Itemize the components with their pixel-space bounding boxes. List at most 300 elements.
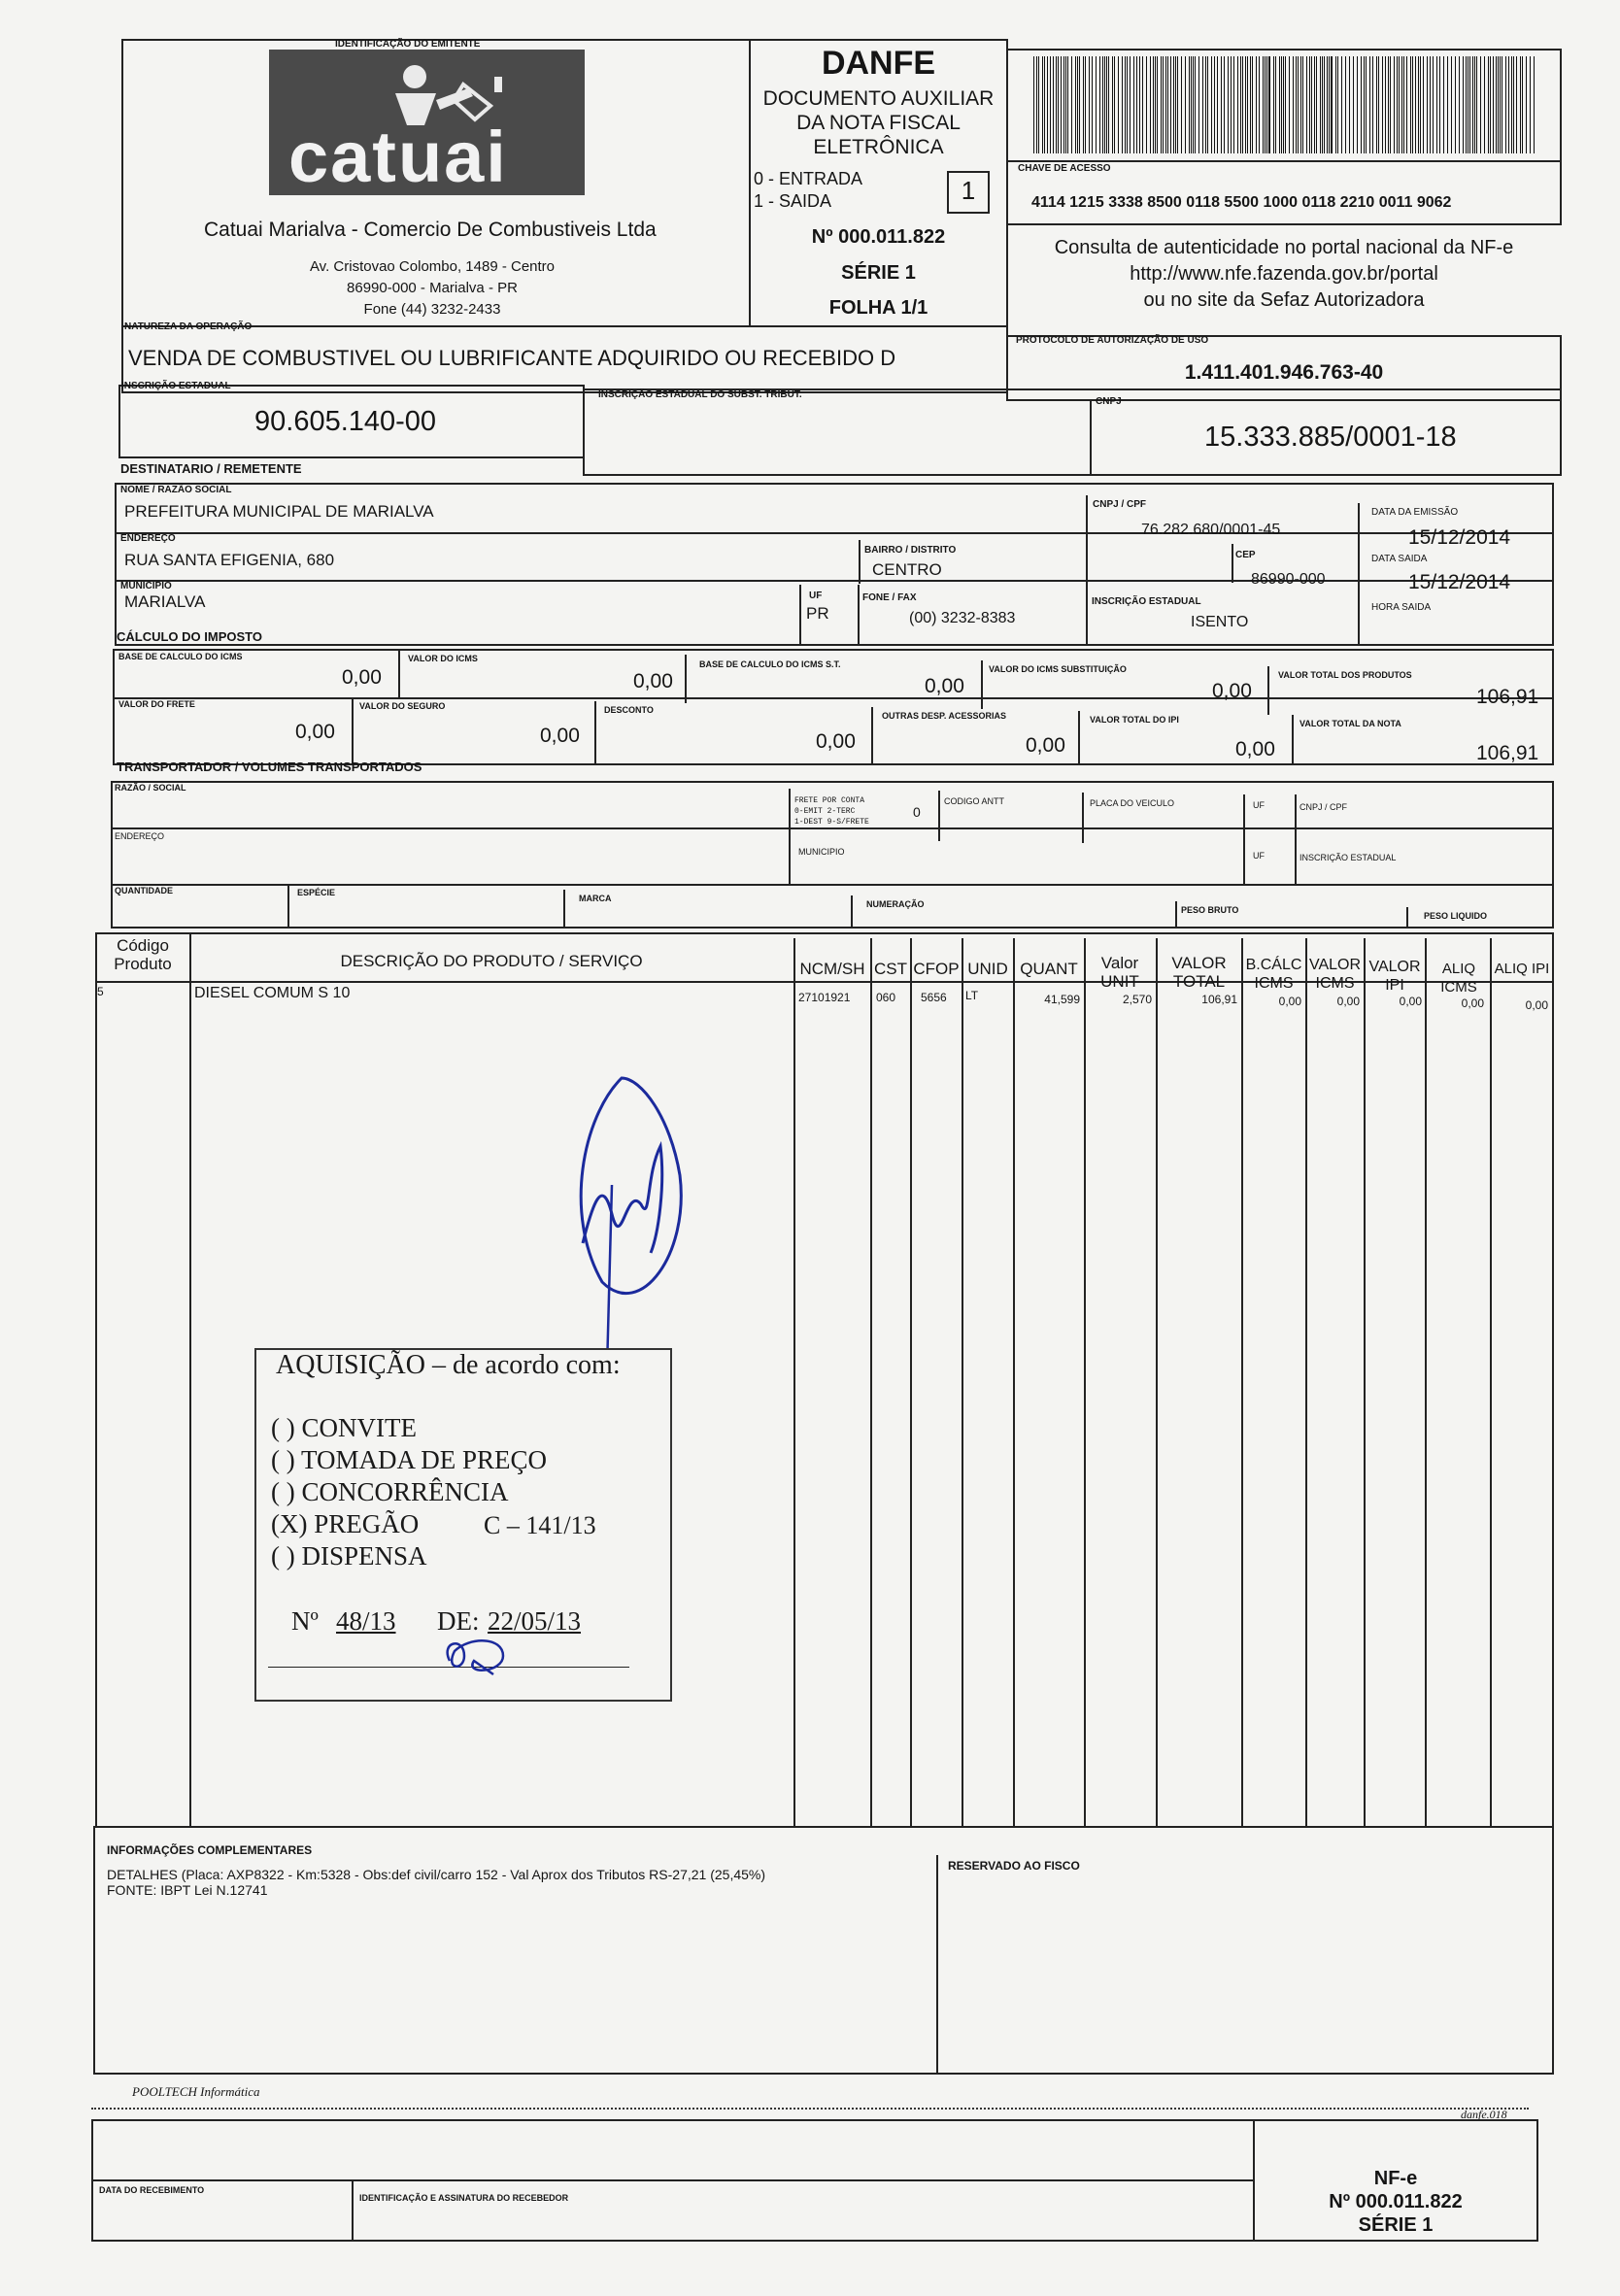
fisco-label: RESERVADO AO FISCO — [948, 1859, 1080, 1873]
barcode-bar — [1433, 56, 1434, 153]
logo-text: catuai — [288, 117, 508, 197]
barcode-bar — [1130, 56, 1131, 153]
barcode-bar — [1493, 56, 1494, 153]
barcode-bar — [1155, 56, 1156, 153]
natureza-label: NATUREZA DA OPERAÇÃO — [124, 321, 253, 332]
dest-nome: PREFEITURA MUNICIPAL DE MARIALVA — [124, 502, 434, 521]
barcode-bar — [1401, 56, 1402, 153]
consulta-3: ou no site da Sefaz Autorizadora — [1143, 289, 1425, 311]
imposto-row-div — [113, 697, 1554, 699]
barcode-bar — [1242, 56, 1243, 153]
base-st: 0,00 — [925, 675, 964, 697]
barcode-bar — [1125, 56, 1126, 153]
barcode-bar — [1061, 56, 1062, 153]
stamp-title: AQUISIÇÃO – de acordo com: — [276, 1350, 621, 1380]
barcode-bar — [1298, 56, 1299, 153]
emitente-name: Catuai Marialva - Comercio De Combustiveis Ltda — [204, 219, 657, 241]
th-valor-ipi: VALOR IPI — [1368, 959, 1421, 994]
informacoes-line-2: FONTE: IBPT Lei N.12741 — [107, 1882, 268, 1898]
barcode-bar — [1436, 56, 1437, 153]
barcode-bar — [1191, 56, 1192, 153]
dest-ie-label: INSCRIÇÃO ESTADUAL — [1092, 596, 1201, 607]
trans-numeracao-label: NUMERAÇÃO — [866, 899, 925, 909]
barcode-bar — [1259, 56, 1260, 153]
barcode-bar — [1273, 56, 1274, 153]
barcode-bar — [1150, 56, 1151, 153]
imp-col-6 — [594, 701, 596, 765]
barcode-bar — [1161, 56, 1162, 153]
dest-col-bairro — [859, 540, 861, 584]
barcode-bar — [1410, 56, 1411, 153]
handwritten-signature — [544, 1059, 738, 1350]
th-aliq-ipi: ALIQ IPI — [1494, 961, 1550, 977]
row-ncm: 27101921 — [798, 991, 851, 1004]
imp-col-3 — [981, 660, 983, 709]
barcode-bar — [1357, 56, 1358, 153]
barcode-bar — [1430, 56, 1431, 153]
barcode-bar — [1104, 56, 1105, 153]
dest-cnpj: 76.282.680/0001-45 — [1141, 522, 1281, 538]
trans-col-cnpj — [1295, 794, 1297, 884]
imp-col-1 — [398, 649, 400, 697]
footer-serie: SÉRIE 1 — [1358, 2214, 1434, 2236]
seguro-label: VALOR DO SEGURO — [359, 701, 446, 711]
trans-placa-label: PLACA DO VEICULO — [1090, 798, 1175, 808]
barcode-bar — [1085, 56, 1086, 153]
barcode-bar — [1195, 56, 1196, 153]
barcode-bar — [1300, 56, 1301, 153]
barcode-bar — [1077, 56, 1078, 153]
natureza-value: VENDA DE COMBUSTIVEL OU LUBRIFICANTE ADQUIRIDO OU RECEBIDO D — [128, 346, 896, 370]
barcode-bar — [1331, 56, 1333, 153]
emitente-address: Av. Cristovao Colombo, 1489 - Centro — [309, 258, 556, 275]
barcode-bar — [1063, 56, 1064, 153]
imp-col-9 — [1292, 715, 1294, 765]
barcode-bar — [1033, 56, 1034, 153]
barcode-bar — [1233, 56, 1234, 153]
barcode-bar — [1476, 56, 1477, 153]
dest-bairro: CENTRO — [872, 560, 942, 579]
row-unid: LT — [965, 989, 979, 1002]
th-unid: UNID — [967, 960, 1008, 978]
protocolo-value: 1.411.401.946.763-40 — [1184, 361, 1384, 384]
barcode-bar — [1237, 56, 1238, 153]
trans-endereco-label: ENDEREÇO — [115, 831, 165, 841]
stamp-data-prefix: DE: — [437, 1606, 480, 1636]
row-aliq-ipi: 0,00 — [1525, 998, 1548, 1012]
barcode-bar — [1520, 56, 1521, 153]
barcode-bar — [1108, 56, 1109, 153]
barcode-bar — [1250, 56, 1251, 153]
barcode-bar — [1189, 56, 1190, 153]
emitente-phone: Fone (44) 3232-2433 — [363, 301, 501, 318]
stamp-numero-prefix: Nº — [291, 1606, 319, 1636]
row-cst: 060 — [876, 991, 896, 1004]
barcode-bar — [1415, 56, 1416, 153]
barcode-bar — [1322, 56, 1323, 153]
trans-col-antt — [938, 791, 940, 841]
informacoes-box — [93, 1826, 1554, 2075]
trans-especie-label: ESPÉCIE — [297, 888, 336, 897]
barcode-bar — [1139, 56, 1140, 153]
transportador-section: TRANSPORTADOR / VOLUMES TRANSPORTADOS — [117, 760, 422, 774]
trans-frete-value: 0 — [913, 804, 921, 820]
barcode-bar — [1474, 56, 1475, 153]
dest-col-fone — [858, 585, 860, 646]
barcode-bar — [1256, 56, 1257, 153]
barcode-bar — [1211, 56, 1212, 153]
barcode-bar — [1306, 56, 1307, 153]
barcode-bar — [1327, 56, 1328, 153]
trans-uf-label: UF — [1253, 800, 1265, 810]
desconto-label: DESCONTO — [604, 705, 654, 715]
danfe-subtitle-2: DA NOTA FISCAL — [796, 112, 961, 134]
stamp-numero: 48/13 — [336, 1606, 396, 1636]
trans-col-peso — [1175, 901, 1177, 929]
barcode-bar — [1042, 56, 1043, 153]
dest-hora-label: HORA SAIDA — [1371, 602, 1432, 613]
prod-col-9 — [1241, 938, 1243, 1828]
row-valor-total: 106,91 — [1201, 993, 1237, 1006]
barcode-bar — [1443, 56, 1444, 153]
barcode-bar — [1185, 56, 1186, 153]
consulta-1: Consulta de autenticidade no portal nacional da NF-e — [1054, 237, 1514, 258]
barcode-bar — [1217, 56, 1218, 153]
dest-cep: 86990-000 — [1251, 571, 1326, 588]
company-logo — [269, 50, 585, 195]
informacoes-line-1: DETALHES (Placa: AXP8322 - Km:5328 - Obs:def civil/carro 152 - Val Aprox dos Tributos RS-27,21 (25,45%) — [107, 1867, 766, 1882]
imp-col-4 — [1267, 666, 1269, 715]
ipi: 0,00 — [1235, 738, 1275, 760]
fisco-divider — [936, 1855, 938, 2075]
barcode-bar — [1071, 56, 1072, 153]
subst-label: INSCRIÇÃO ESTADUAL DO SUBST. TRIBUT. — [598, 389, 802, 400]
barcode-bar — [1390, 56, 1391, 153]
barcode-bar — [1053, 56, 1054, 153]
barcode-bar — [1369, 56, 1370, 153]
total-prod-label: VALOR TOTAL DOS PRODUTOS — [1278, 670, 1412, 680]
row-quant: 41,599 — [1044, 993, 1080, 1006]
barcode-bar — [1050, 56, 1051, 153]
trans-col-uf — [1243, 794, 1245, 884]
barcode-bar — [1427, 56, 1428, 153]
barcode-bar — [1505, 56, 1506, 153]
row-valor-ipi: 0,00 — [1399, 995, 1422, 1008]
barcode-bar — [1165, 56, 1166, 153]
th-valor-unit: Valor UNIT — [1100, 954, 1139, 991]
trans-frete-2: 0-EMIT 2-TERC — [794, 807, 856, 816]
dest-saida: 15/12/2014 — [1408, 571, 1511, 593]
trans-antt-label: CODIGO ANTT — [944, 796, 1005, 806]
cnpj-divider — [1090, 400, 1092, 476]
row-descricao: DIESEL COMUM S 10 — [194, 985, 351, 1001]
danfe-entrada: 0 - ENTRADA — [754, 169, 863, 188]
barcode-bar — [1096, 56, 1097, 153]
stamp-concorrencia: ( ) CONCORRÊNCIA — [271, 1477, 509, 1506]
barcode-bar — [1047, 56, 1048, 153]
barcode-bar — [1252, 56, 1253, 153]
barcode-bar — [1394, 56, 1395, 153]
barcode-bar — [1247, 56, 1248, 153]
imp-col-7 — [871, 707, 873, 765]
barcode-bar — [1388, 56, 1389, 153]
th-bcalc-icms: B.CÁLC ICMS — [1245, 957, 1302, 992]
barcode-bar — [1455, 56, 1456, 153]
row-bcalc: 0,00 — [1278, 995, 1301, 1008]
dest-cnpj-label: CNPJ / CPF — [1093, 499, 1147, 510]
barcode-bar — [1314, 56, 1315, 153]
base-icms-label: BASE DE CALCULO DO ICMS — [118, 652, 243, 661]
barcode-bar — [1302, 56, 1303, 153]
row-valor-icms: 0,00 — [1336, 995, 1360, 1008]
barcode-bar — [1122, 56, 1123, 153]
canhoto-col-1 — [352, 2179, 354, 2242]
frete-label: VALOR DO FRETE — [118, 699, 195, 709]
recebimento-label: DATA DO RECEBIMENTO — [99, 2185, 205, 2195]
trans-cnpj-label: CNPJ / CPF — [1299, 802, 1348, 812]
barcode-bar — [1058, 56, 1059, 153]
danfe-serie: SÉRIE 1 — [841, 262, 916, 284]
trans-col-liq — [1406, 907, 1408, 929]
trans-municipio-label: MUNICIPIO — [798, 847, 845, 857]
barcode-bar — [1202, 56, 1203, 153]
dest-nome-label: NOME / RAZÃO SOCIAL — [120, 485, 232, 495]
danfe-subtitle-1: DOCUMENTO AUXILIAR — [762, 87, 995, 110]
barcode-bar — [1099, 56, 1100, 153]
barcode-bar — [1534, 56, 1535, 153]
danfe-subtitle-3: ELETRÔNICA — [813, 136, 944, 158]
barcode-bar — [1345, 56, 1346, 153]
barcode-bar — [1114, 56, 1115, 153]
barcode-bar — [1214, 56, 1215, 153]
stamp-pregao: (X) PREGÃO — [271, 1509, 420, 1538]
dest-col-date — [1358, 503, 1360, 646]
danfe-folha: FOLHA 1/1 — [828, 297, 928, 319]
barcode-bar — [1146, 56, 1147, 153]
barcode-bar — [1106, 56, 1107, 153]
barcode-bar — [1293, 56, 1294, 153]
trans-col-num — [851, 895, 853, 929]
prod-col-3 — [870, 938, 872, 1828]
barcode-bar — [1496, 56, 1497, 153]
barcode-bar — [1511, 56, 1512, 153]
dest-bairro-label: BAIRRO / DISTRITO — [864, 545, 957, 556]
barcode-bar — [1316, 56, 1317, 153]
barcode-bar — [1412, 56, 1413, 153]
barcode-bar — [1399, 56, 1400, 153]
danfe-numero: Nº 000.011.822 — [811, 226, 946, 248]
barcode-bar — [1240, 56, 1241, 153]
imp-col-8 — [1078, 711, 1080, 765]
dest-endereco-label: ENDEREÇO — [120, 533, 176, 544]
barcode-bar — [1036, 56, 1037, 153]
barcode-bar — [1484, 56, 1485, 153]
imp-col-2 — [685, 655, 687, 703]
barcode-bar — [1530, 56, 1531, 153]
barcode-bar — [1463, 56, 1464, 153]
dest-emissao: 15/12/2014 — [1408, 526, 1511, 549]
barcode-bar — [1167, 56, 1168, 153]
row-codigo: 5 — [97, 985, 104, 998]
barcode-bar — [1423, 56, 1424, 153]
barcode-bar — [1508, 56, 1509, 153]
barcode-bar — [1513, 56, 1514, 153]
initials-signature — [435, 1632, 523, 1680]
barcode-bar — [1447, 56, 1448, 153]
barcode-bar — [1228, 56, 1229, 153]
barcode-bar — [1382, 56, 1383, 153]
chave-value: 4114 1215 3338 8500 0118 5500 1000 0118 2210 0011 9062 — [1031, 194, 1452, 211]
barcode — [1033, 56, 1538, 153]
th-quant: QUANT — [1020, 960, 1078, 978]
barcode-bar — [1364, 56, 1365, 153]
barcode-bar — [1403, 56, 1404, 153]
dest-cep-label: CEP — [1235, 550, 1256, 560]
prod-col-7 — [1084, 938, 1086, 1828]
dest-uf: PR — [806, 604, 829, 623]
th-cst: CST — [874, 960, 907, 978]
total-nota-label: VALOR TOTAL DA NOTA — [1299, 719, 1401, 728]
barcode-bar — [1335, 56, 1336, 153]
icms-sub: 0,00 — [1212, 680, 1252, 702]
dest-saida-label: DATA SAIDA — [1371, 554, 1428, 564]
trans-col-frete — [789, 789, 791, 884]
stamp-tomada: ( ) TOMADA DE PREÇO — [271, 1445, 548, 1474]
barcode-bar — [1376, 56, 1377, 153]
barcode-bar — [1065, 56, 1066, 153]
destinatario-section: DESTINATARIO / REMETENTE — [120, 461, 302, 476]
seguro: 0,00 — [540, 725, 580, 747]
danfe-title: DANFE — [821, 45, 936, 82]
barcode-bar — [1198, 56, 1199, 153]
dest-fone-label: FONE / FAX — [862, 592, 917, 603]
barcode-bar — [1224, 56, 1225, 153]
dest-emissao-label: DATA DA EMISSÃO — [1371, 507, 1459, 518]
barcode-bar — [1263, 56, 1264, 153]
danfe-tipo: 1 — [961, 176, 976, 205]
prod-col-5 — [962, 938, 963, 1828]
barcode-bar — [1112, 56, 1113, 153]
barcode-bar — [1296, 56, 1297, 153]
cnpj-label: CNPJ — [1096, 396, 1122, 407]
trans-frete-1: FRETE POR CONTA — [794, 796, 865, 805]
barcode-bar — [1516, 56, 1517, 153]
dest-row-1 — [115, 532, 1554, 534]
inscricao-value: 90.605.140-00 — [254, 406, 437, 437]
barcode-bar — [1157, 56, 1158, 153]
barcode-bar — [1366, 56, 1367, 153]
stamp-data: 22/05/13 — [488, 1606, 582, 1636]
barcode-bar — [1311, 56, 1312, 153]
trans-col-esp — [287, 886, 289, 929]
table-row — [95, 983, 1554, 1012]
barcode-bar — [1075, 56, 1076, 153]
row-aliq-icms: 0,00 — [1461, 996, 1484, 1010]
icms-sub-label: VALOR DO ICMS SUBSTITUIÇÃO — [989, 664, 1127, 674]
prod-col-8 — [1156, 938, 1158, 1828]
barcode-bar — [1205, 56, 1206, 153]
barcode-bar — [1170, 56, 1171, 153]
barcode-bar — [1451, 56, 1452, 153]
barcode-bar — [1469, 56, 1470, 153]
th-aliq-icms: ALIQ ICMS — [1440, 961, 1477, 996]
barcode-bar — [1320, 56, 1321, 153]
barcode-bar — [1329, 56, 1330, 153]
barcode-bar — [1231, 56, 1232, 153]
barcode-bar — [1285, 56, 1286, 153]
prod-col-13 — [1490, 938, 1492, 1828]
barcode-bar — [1488, 56, 1489, 153]
dest-fone: (00) 3232-8383 — [909, 610, 1016, 626]
footer-nfe: NF-e — [1373, 2168, 1418, 2189]
barcode-bar — [1067, 56, 1068, 153]
dest-uf-label: UF — [809, 591, 823, 601]
assinatura-label: IDENTIFICAÇÃO E ASSINATURA DO RECEBEDOR — [359, 2193, 569, 2203]
barcode-bar — [1044, 56, 1045, 153]
danfe-ref: danfe.018 — [1461, 2108, 1507, 2121]
barcode-bar — [1498, 56, 1499, 153]
barcode-bar — [1245, 56, 1246, 153]
barcode-bar — [1268, 56, 1270, 153]
dest-municipio-label: MUNICIPIO — [120, 581, 172, 591]
dest-row-2 — [115, 580, 1554, 582]
base-st-label: BASE DE CALCULO DO ICMS S.T. — [699, 659, 841, 669]
barcode-bar — [1420, 56, 1421, 153]
barcode-bar — [1142, 56, 1143, 153]
dest-col-cnpj — [1086, 495, 1088, 646]
th-descricao: DESCRIÇÃO DO PRODUTO / SERVIÇO — [340, 952, 643, 970]
prod-col-11 — [1364, 938, 1366, 1828]
barcode-bar — [1056, 56, 1057, 153]
barcode-bar — [1353, 56, 1354, 153]
trans-uf2-label: UF — [1253, 851, 1265, 861]
valor-icms-label: VALOR DO ICMS — [408, 654, 478, 663]
th-valor-total: VALOR TOTAL — [1171, 954, 1227, 991]
barcode-bar — [1153, 56, 1154, 153]
barcode-bar — [1522, 56, 1523, 153]
barcode-bar — [1207, 56, 1208, 153]
barcode-bar — [1279, 56, 1280, 153]
barcode-bar — [1385, 56, 1386, 153]
barcode-bar — [1283, 56, 1284, 153]
dest-ie: ISENTO — [1191, 614, 1249, 630]
prod-col-10 — [1305, 938, 1307, 1828]
barcode-bar — [1418, 56, 1419, 153]
barcode-bar — [1265, 56, 1266, 153]
barcode-bar — [1490, 56, 1491, 153]
prod-col-2 — [793, 938, 795, 1828]
th-codigo: Código Produto — [114, 936, 172, 973]
barcode-bar — [1459, 56, 1460, 153]
barcode-bar — [1289, 56, 1290, 153]
ipi-label: VALOR TOTAL DO IPI — [1090, 715, 1179, 725]
th-ncm: NCM/SH — [799, 960, 865, 978]
pooltech-brand: POOLTECH Informática — [132, 2084, 260, 2099]
barcode-bar — [1378, 56, 1379, 153]
protocolo-label: PROTOCOLO DE AUTORIZAÇÃO DE USO — [1016, 335, 1209, 346]
prod-col-12 — [1425, 938, 1427, 1828]
outras: 0,00 — [1026, 734, 1065, 757]
inscricao-label: INSCRIÇÃO ESTADUAL — [121, 381, 231, 391]
barcode-bar — [1480, 56, 1481, 153]
barcode-bar — [1083, 56, 1084, 153]
chave-divider — [1006, 160, 1562, 162]
th-cfop: CFOP — [913, 960, 960, 978]
barcode-bar — [1092, 56, 1093, 153]
canhoto-row — [91, 2179, 1253, 2181]
stamp-pregao-ref: C – 141/13 — [484, 1511, 596, 1539]
dest-municipio: MARIALVA — [124, 592, 206, 611]
